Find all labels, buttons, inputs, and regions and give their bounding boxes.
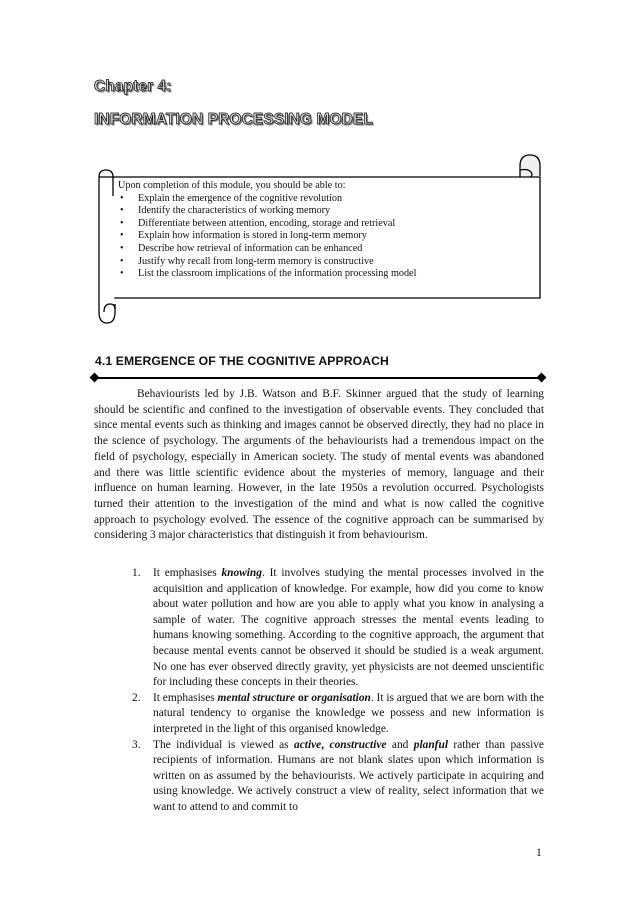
- page-number: 1: [536, 847, 542, 859]
- chapter-title: INFORMATION PROCESSING MODEL: [94, 111, 373, 128]
- emphasis-term: mental structure: [217, 691, 296, 704]
- item-text: It emphasises: [153, 567, 222, 579]
- item-text: The individual is viewed as: [153, 738, 295, 751]
- emphasis-term: organisation: [311, 691, 371, 704]
- section-body: [94, 387, 544, 544]
- divider-diamond-right-icon: [537, 373, 547, 383]
- objective-item: • List the classroom implications of the information processing model: [118, 268, 416, 281]
- chapter-number: Chapter 4:: [94, 78, 172, 95]
- item-text: It emphasises: [153, 691, 218, 704]
- emphasis-term: planful: [413, 738, 448, 751]
- list-item: [132, 738, 544, 816]
- divider-diamond-left-icon: [90, 373, 100, 383]
- objective-item: • Explain the emergence of the cognitive revolution: [118, 193, 416, 206]
- list-item: [132, 566, 544, 691]
- item-text: rather than passive recipients of information. Humans are not blank slates upon which information is written on as assumed by the behaviourists. We actively participate in acquiring and using knowledge. We actively construct a view of reality, select information that we want to attend to and commit to: [153, 738, 544, 813]
- item-text: and: [386, 738, 414, 751]
- list-number: 3.: [132, 738, 141, 751]
- objectives-list: [118, 193, 416, 281]
- emphasis-term: constructive: [329, 738, 387, 751]
- item-text: ,: [321, 738, 330, 751]
- objectives-intro: Upon completion of this module, you should be able to:: [118, 180, 346, 191]
- section-heading: 4.1 EMERGENCE OF THE COGNITIVE APPROACH: [95, 354, 389, 368]
- scroll-banner: [0, 0, 638, 340]
- characteristics-list: [132, 566, 544, 816]
- item-text: . It is argued that we are born with the natural tendency to organise the knowledge we possess and new information is interpreted in the light of this organised knowledge.: [153, 691, 544, 735]
- objective-item: • Explain how information is stored in long-term memory: [118, 230, 416, 243]
- list-item: [132, 691, 544, 738]
- learning-objectives: [118, 180, 416, 281]
- list-number: 2.: [132, 691, 141, 704]
- item-text: . It involves studying the mental processes involved in the acquisition and application of knowledge. For example, how did you come to know about water pollution and how are you able to apply what you know in analysing a sample of water. The cognitive approach stresses the mental events leading to humans knowing something. According to the cognitive approach, the argument that because mental events cannot be observed it should be studied is a weak argument. No one has ever observed directly gravity, yet physicists are not deemed unscientific for including these concepts in their theories.: [153, 567, 544, 689]
- item-text: or: [295, 691, 312, 704]
- emphasis-term: knowing: [221, 567, 262, 579]
- section-divider: [95, 377, 542, 379]
- objective-item: • Identify the characteristics of working memory: [118, 205, 416, 218]
- intro-paragraph: Behaviourists led by J.B. Watson and B.F. Skinner argued that the study of learning should be scientific and confined to the investigation of observable events. They concluded that since mental events such as thinking and images cannot be observed directly, they had no place in the science of psychology. The arguments of the behaviourists had a tremendous impact on the field of psychology, especially in American society. The study of mental events was abandoned and there was little scientific evidence about the mysteries of memory, language and their influence on human learning. However, in the late 1950s a revolution occurred. Psychologists turned their attention to the investigation of the mind and what is now called the cognitive approach to psychology evolved. The essence of the cognitive approach can be summarised by considering 3 major characteristics that distinguish it from behaviourism.: [94, 388, 544, 542]
- objective-item: • Describe how retrieval of information can be enhanced: [118, 243, 416, 256]
- objective-item: • Justify why recall from long-term memory is constructive: [118, 256, 416, 269]
- emphasis-term: active: [294, 738, 322, 751]
- objective-item: • Differentiate between attention, encoding, storage and retrieval: [118, 218, 416, 231]
- list-number: 1.: [132, 567, 141, 579]
